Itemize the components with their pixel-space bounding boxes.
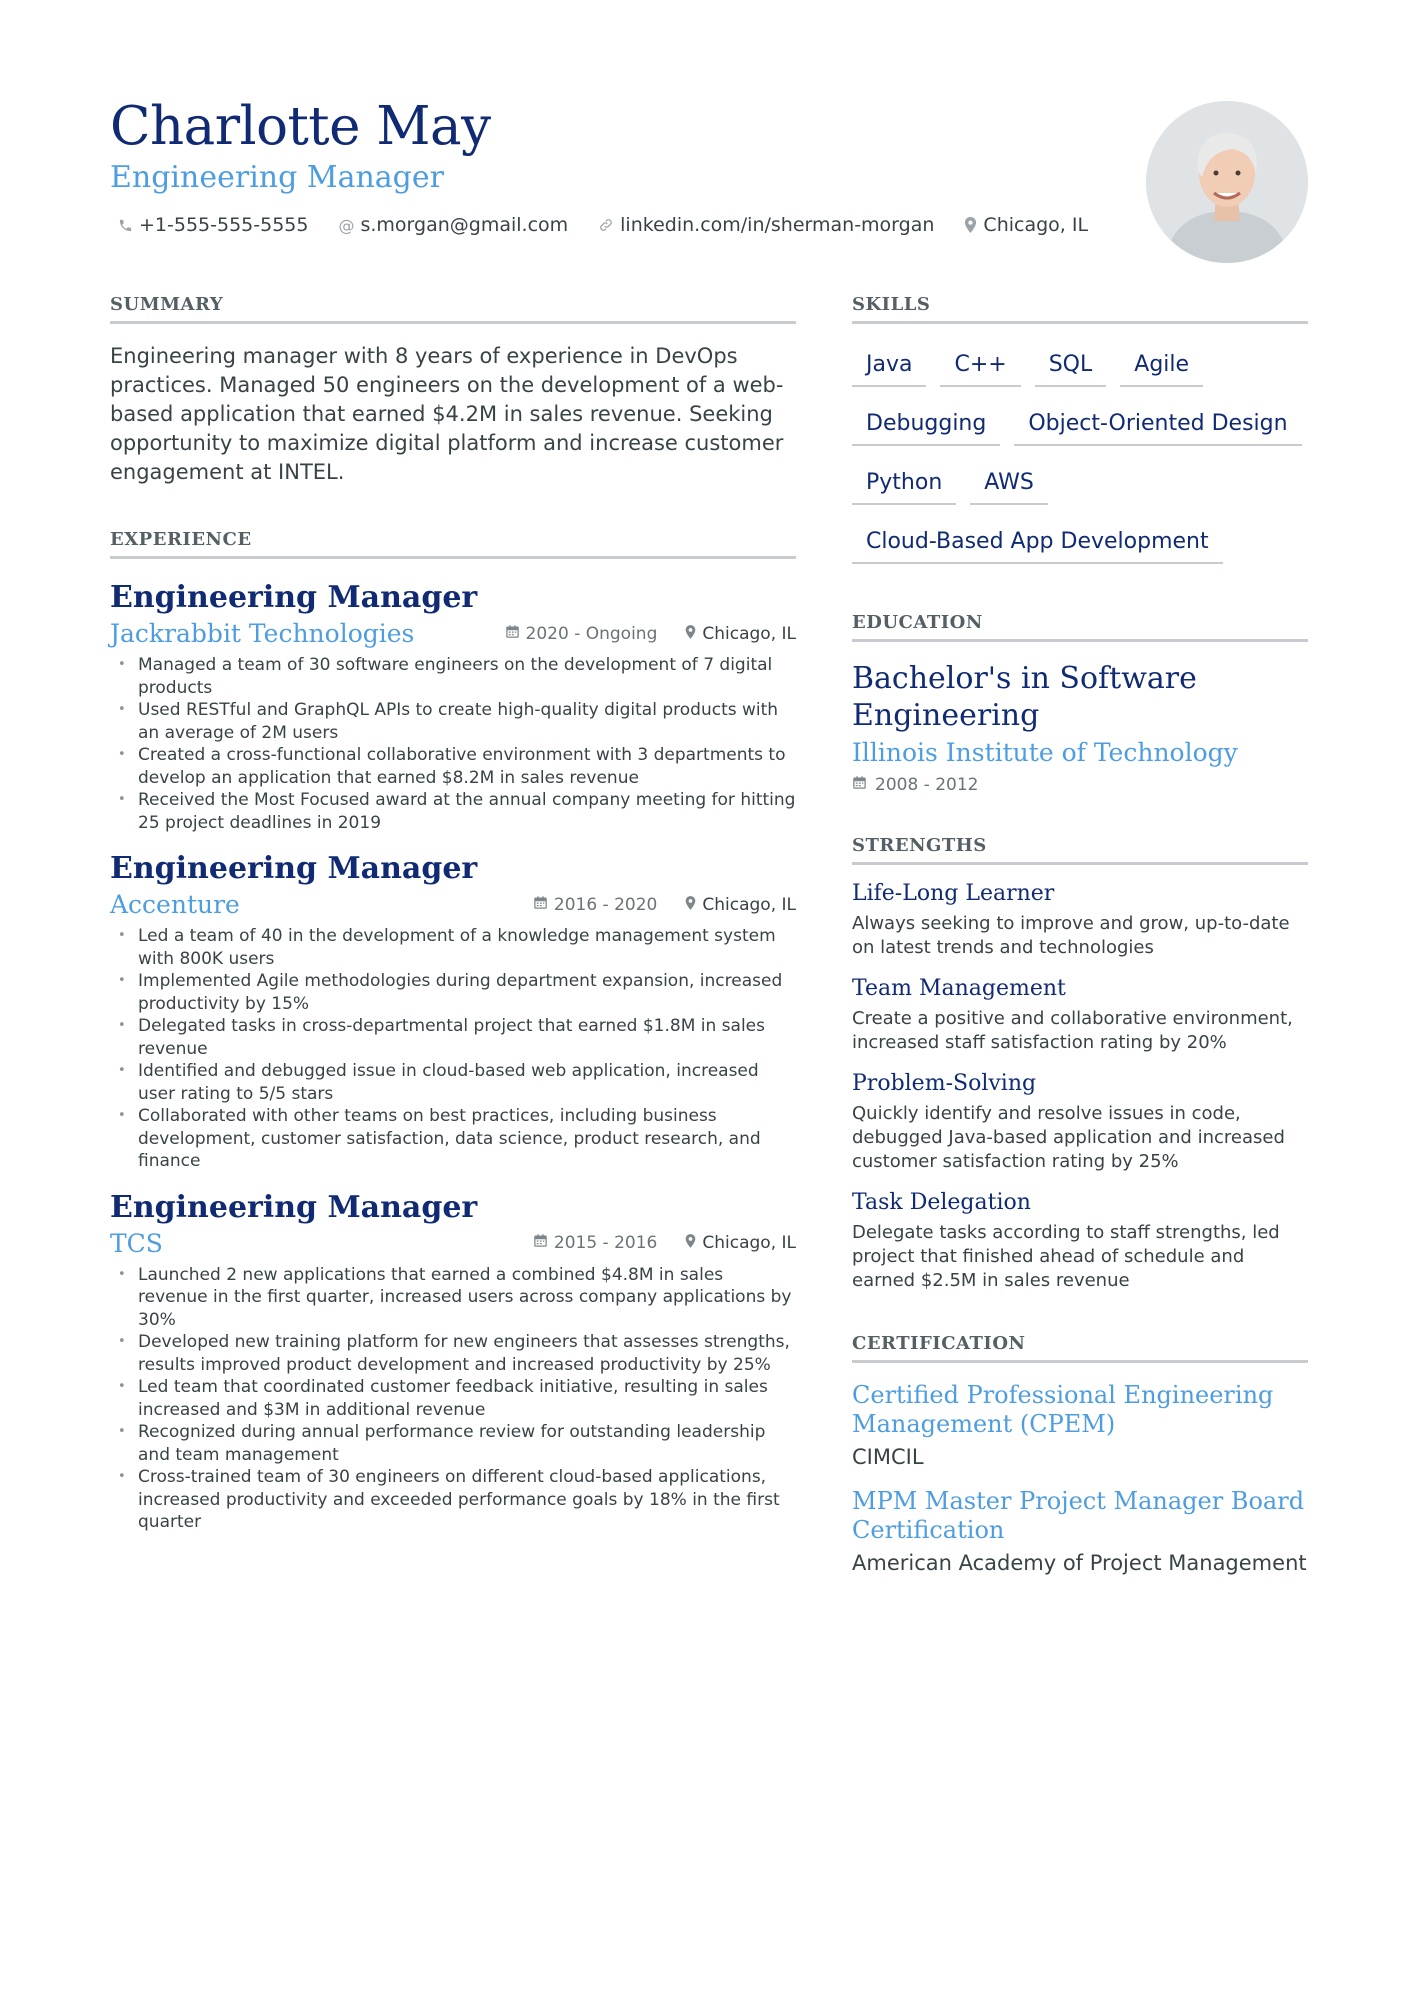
job-bullet: • Led a team of 40 in the development of a knowledge management system with 800K users [110, 925, 796, 970]
job-title: Engineering Manager [110, 580, 478, 615]
job-bullets [110, 925, 796, 1173]
certification-item [852, 1487, 1308, 1575]
contact-phone [118, 214, 308, 236]
job-bullet: • Created a cross-functional collaborative environment with 3 departments to develop an application that earned $8.2M in sales revenue [110, 744, 796, 789]
job-dates-text: 2020 - Ongoing [525, 623, 658, 644]
candidate-name: Charlotte May [110, 96, 491, 157]
candidate-title: Engineering Manager [110, 160, 444, 195]
calendar-icon [505, 624, 520, 644]
strength-title: Team Management [852, 976, 1066, 1001]
job-dates [533, 895, 657, 915]
skill-tag: Java [852, 346, 926, 387]
job-bullet: • Led team that coordinated customer feedback initiative, resulting in sales increased and $3M in additional revenue [110, 1376, 796, 1421]
strength-item [852, 1071, 1308, 1174]
company-name: TCS [110, 1228, 163, 1258]
certification-title: Certified Professional Engineering Management (CPEM) [852, 1381, 1274, 1438]
job-title: Engineering Manager [110, 851, 478, 886]
job-bullet: • Delegated tasks in cross-departmental project that earned $1.8M in sales revenue [110, 1015, 796, 1060]
job-bullet: • Managed a team of 30 software engineers on the development of 7 digital products [110, 654, 796, 699]
job-meta [533, 1233, 796, 1253]
link-icon [598, 217, 614, 233]
contact-location [964, 214, 1088, 236]
contact-location-text: Chicago, IL [983, 214, 1089, 236]
strength-desc: Create a positive and collaborative environment, increased staff satisfaction rating by 20% [852, 1008, 1293, 1053]
job-title: Engineering Manager [110, 1189, 478, 1225]
phone-icon [118, 218, 133, 233]
job-dates [533, 1233, 657, 1253]
strength-item [852, 1190, 1308, 1293]
skill-tag: Python [852, 464, 956, 505]
contact-linkedin[interactable] [598, 214, 934, 236]
company-name: Accenture [110, 890, 240, 919]
location-icon [685, 895, 696, 915]
job-bullet: • Identified and debugged issue in cloud-based web application, increased user rating to 5/5 stars [110, 1060, 796, 1105]
job-bullet: • Used RESTful and GraphQL APIs to create high-quality digital products with an average of 2M users [110, 699, 796, 744]
strength-desc: Always seeking to improve and grow, up-to-date on latest trends and technologies [852, 913, 1290, 958]
skill-tag: Cloud-Based App Development [852, 523, 1223, 564]
job-location [685, 624, 796, 644]
education-degree: Bachelor's in Software Engineering [852, 661, 1197, 733]
right-column [852, 294, 1308, 1575]
certification-item [852, 1381, 1308, 1469]
company-name: Jackrabbit Technologies [110, 619, 415, 648]
skill-tag: Agile [1120, 346, 1203, 387]
job-bullet: • Received the Most Focused award at the annual company meeting for hitting 25 project deadlines in 2019 [110, 789, 796, 834]
job-meta [533, 895, 796, 915]
strength-title: Problem-Solving [852, 1071, 1037, 1096]
job-bullets [110, 654, 796, 834]
strength-title: Life-Long Learner [852, 881, 1055, 906]
job-meta-row [110, 1229, 796, 1258]
experience-heading: EXPERIENCE [110, 529, 796, 559]
job-meta-row [110, 890, 796, 919]
location-icon [685, 624, 696, 644]
skills-list [852, 346, 1308, 564]
job-dates-text: 2016 - 2020 [553, 894, 658, 915]
certification-heading: CERTIFICATION [852, 1333, 1308, 1363]
strengths-heading: STRENGTHS [852, 835, 1308, 865]
location-icon [685, 1233, 696, 1253]
job-location-text: Chicago, IL [702, 894, 796, 915]
strength-item [852, 976, 1308, 1055]
certification-title: MPM Master Project Manager Board Certification [852, 1487, 1305, 1544]
job-dates-text: 2015 - 2016 [553, 1233, 658, 1253]
skill-tag: C++ [940, 346, 1020, 387]
job-bullet: • Recognized during annual performance review for outstanding leadership and team management [110, 1421, 796, 1466]
summary-text: Engineering manager with 8 years of experience in DevOps practices. Managed 50 engineers on the development of a web-based application that earned $4.2M in sales revenue. Seeking opportunity to maximize digital platform and increase customer engagement at INTEL. [110, 344, 784, 484]
job-meta-row [110, 619, 796, 648]
contact-phone-text: +1-555-555-5555 [139, 214, 309, 236]
education-heading: EDUCATION [852, 612, 1308, 642]
skill-tag: Object-Oriented Design [1014, 405, 1301, 446]
at-icon: @ [338, 215, 355, 235]
strength-item [852, 881, 1308, 960]
left-column [110, 294, 796, 1534]
job-bullet: • Implemented Agile methodologies during department expansion, increased productivity by 15% [110, 970, 796, 1015]
job-meta [505, 624, 796, 644]
experience-item [110, 850, 796, 1173]
summary-heading: SUMMARY [110, 294, 796, 324]
job-location-text: Chicago, IL [702, 1233, 796, 1253]
strength-desc: Quickly identify and resolve issues in code, debugged Java-based application and increased customer satisfaction rating by 25% [852, 1103, 1285, 1172]
strength-desc: Delegate tasks according to staff strengths, led project that finished ahead of schedule and earned $2.5M in sales revenue [852, 1222, 1280, 1291]
contact-email[interactable] [338, 214, 568, 236]
contact-email-text: s.morgan@gmail.com [360, 214, 569, 236]
experience-item [110, 1189, 796, 1534]
job-bullet: • Collaborated with other teams on best practices, including business development, customer satisfaction, data science, product research, and finance [110, 1105, 796, 1173]
calendar-icon [533, 1233, 548, 1253]
job-location-text: Chicago, IL [702, 623, 796, 644]
job-bullet: • Launched 2 new applications that earned a combined $4.8M in sales revenue in the first quarter, increased users across company applications by 30% [110, 1264, 796, 1332]
contact-bar [118, 214, 1088, 236]
strength-title: Task Delegation [852, 1190, 1031, 1215]
avatar [1146, 101, 1308, 263]
job-location [685, 1233, 796, 1253]
certification-org: CIMCIL [852, 1445, 924, 1469]
experience-item [110, 579, 796, 834]
job-dates [505, 624, 658, 644]
contact-linkedin-text: linkedin.com/in/sherman-morgan [620, 214, 935, 236]
job-bullets [110, 1264, 796, 1534]
job-bullet: • Developed new training platform for new engineers that assesses strengths, results improved product development and increased productivity by 25% [110, 1331, 796, 1376]
education-dates-text: 2008 - 2012 [875, 775, 979, 795]
certification-org: American Academy of Project Management [852, 1551, 1307, 1575]
education-dates [852, 775, 1308, 795]
calendar-icon [852, 775, 867, 795]
skills-heading: SKILLS [852, 294, 1308, 324]
job-location [685, 895, 796, 915]
skill-tag: AWS [970, 464, 1048, 505]
skill-tag: SQL [1035, 346, 1107, 387]
calendar-icon [533, 895, 548, 915]
job-bullet: • Cross-trained team of 30 engineers on different cloud-based applications, increased productivity and exceeded performance goals by 18% in the first quarter [110, 1466, 796, 1534]
location-icon [964, 217, 977, 233]
education-school: Illinois Institute of Technology [852, 738, 1238, 767]
skill-tag: Debugging [852, 405, 1000, 446]
